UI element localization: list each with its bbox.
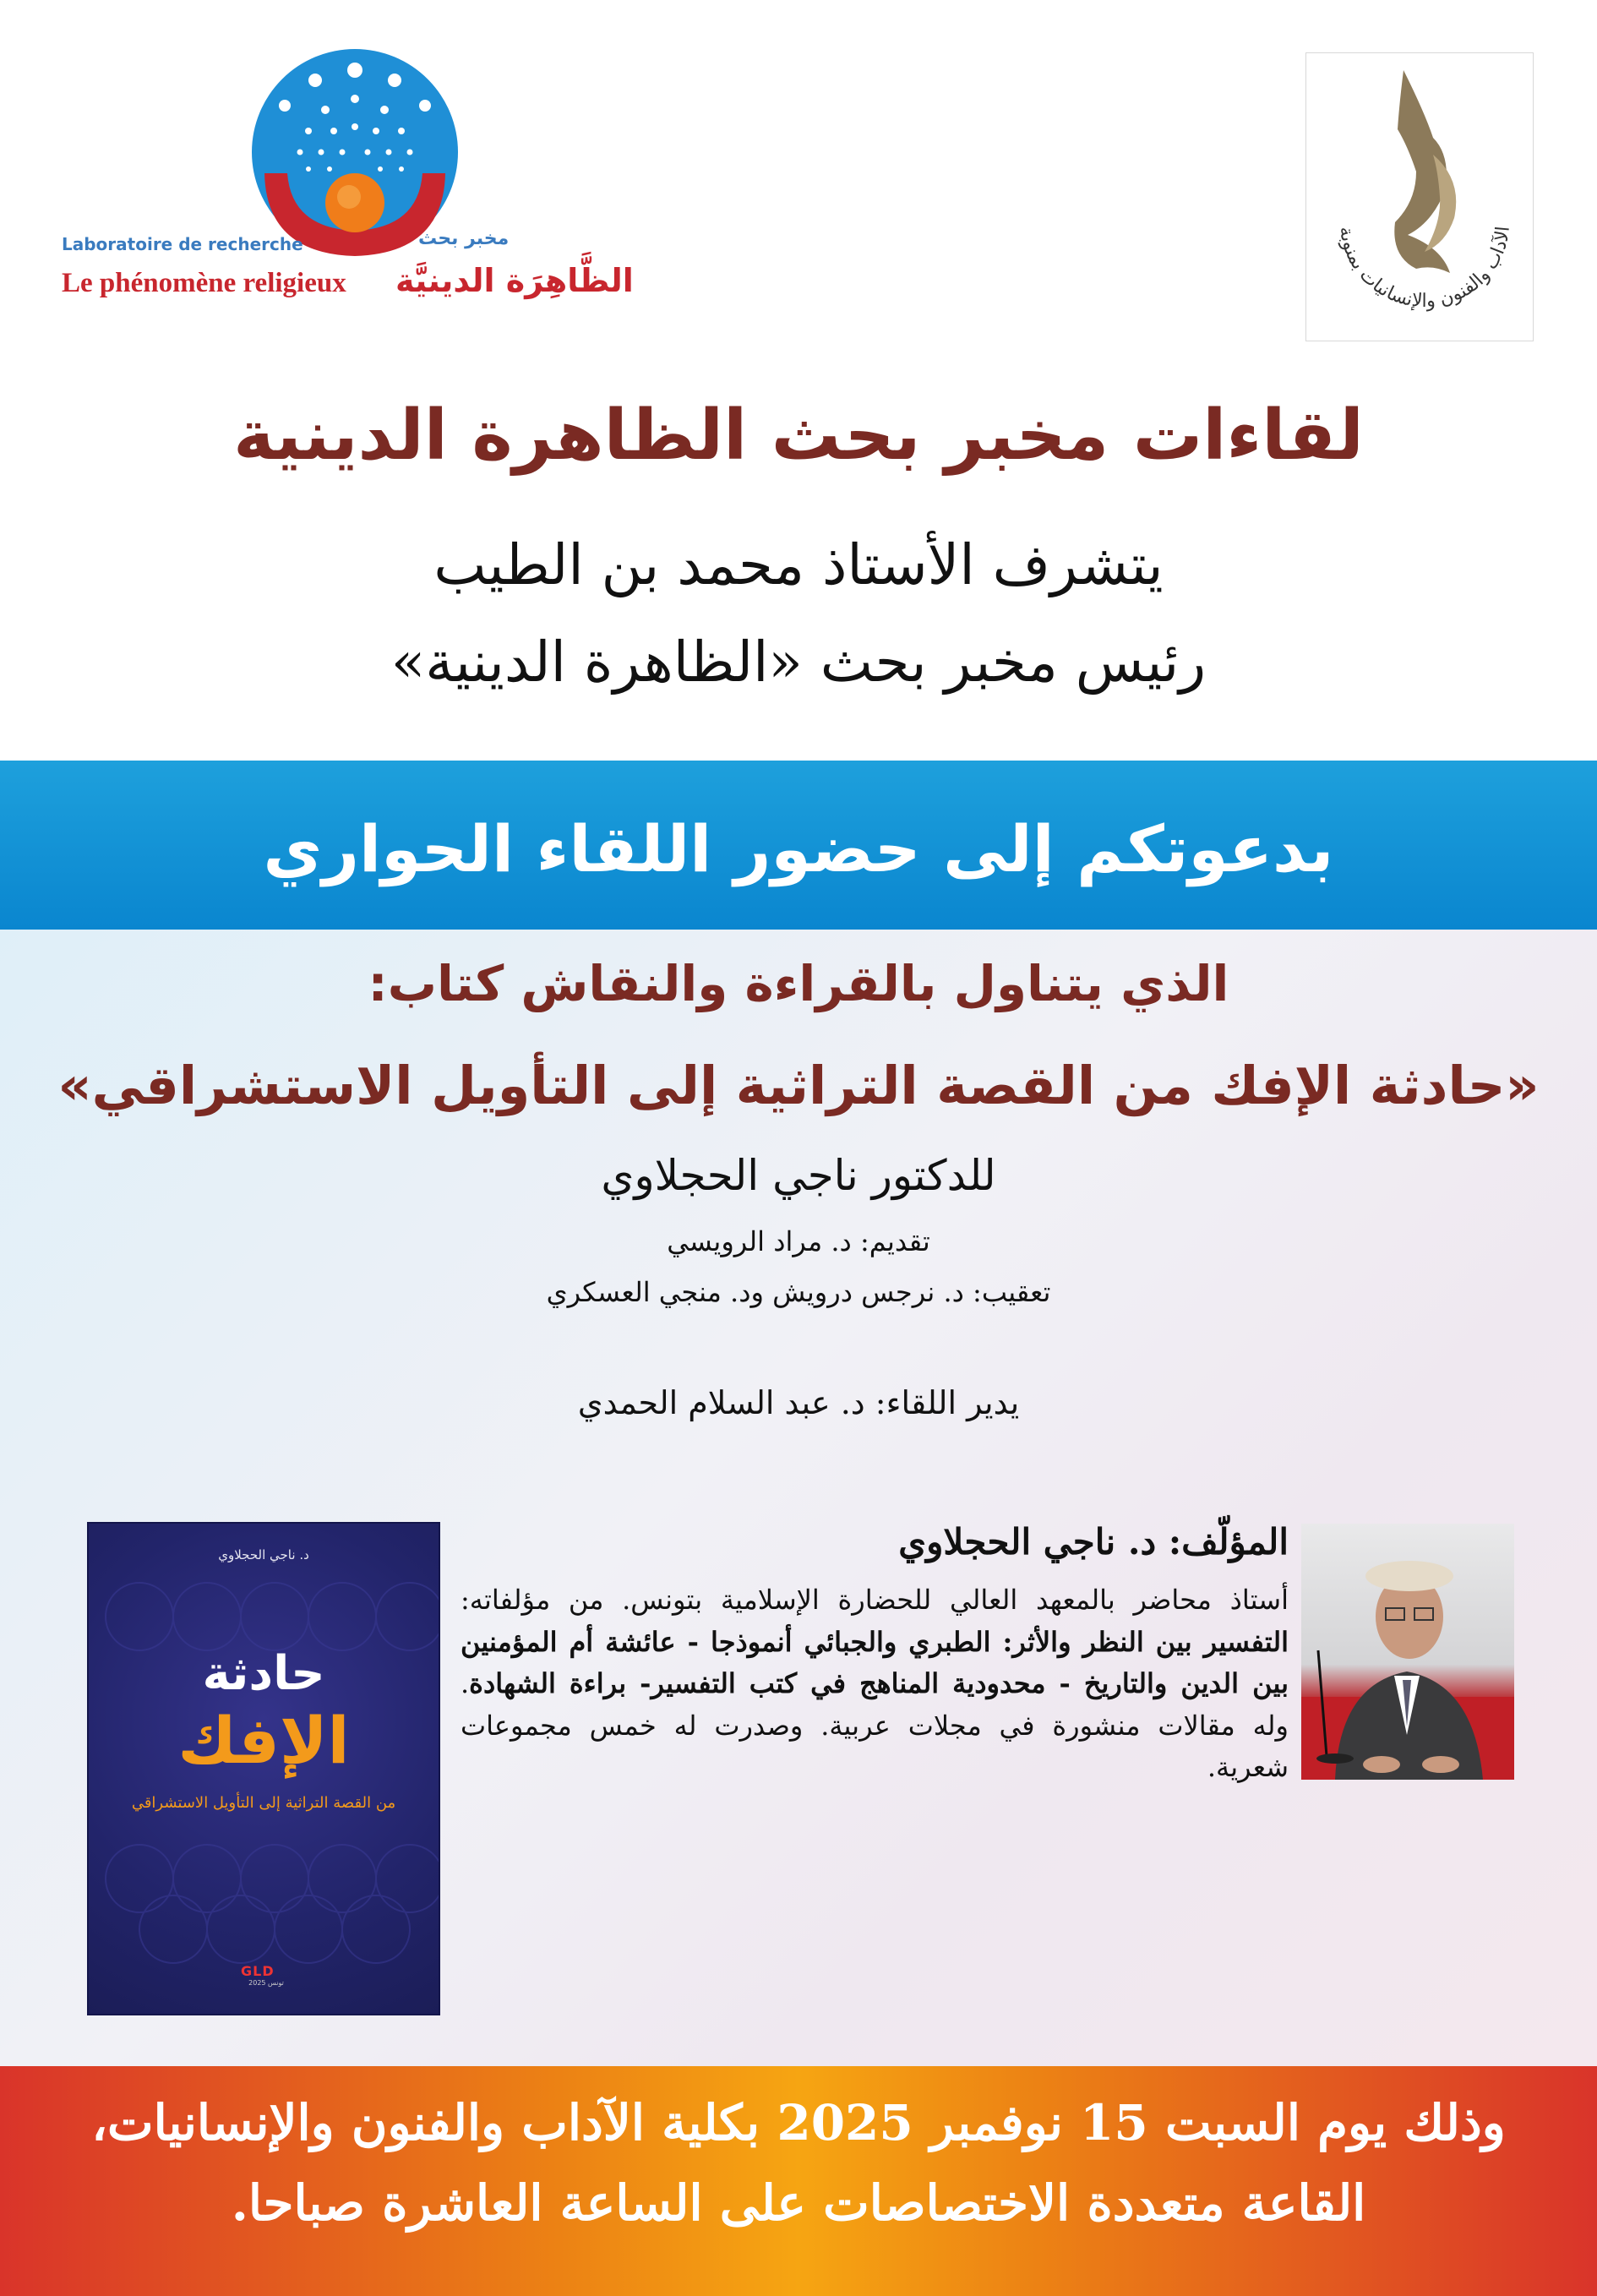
page-title: لقاءات مخبر بحث الظاهرة الدينية: [233, 395, 1364, 476]
bio-works: التفسير بين النظر والأثر: الطبري والجبائي أنموذجا - عائشة أم المؤمنين بين الدين والتاريخ - محدودية المناهج في كتب التفسير- براءة الشهادة: [461, 1625, 1289, 1700]
author-bio: [461, 1521, 1289, 1789]
book-cover-image: [89, 1524, 439, 2014]
bio-text: [461, 1579, 1289, 1789]
presenter-line: تقديم: د. مراد الرويسي: [667, 1225, 930, 1257]
commentators-line: تعقيب: د. نرجس درويش ود. منجي العسكري: [546, 1276, 1051, 1308]
host-line: يتشرف الأستاذ محمد بن الطيب: [433, 532, 1164, 597]
cover-subtitle: من القصة التراثية إلى التأويل الاستشراقي: [131, 1794, 396, 1812]
lab-name-ar: الظَّاهِرَة الدينيَّة: [395, 262, 634, 299]
event-date-line: وذلك يوم السبت 15 نوفمبر 2025 بكلية الآداب والفنون والإنسانيات،: [91, 2094, 1506, 2151]
cover-title-2: الإفك: [177, 1703, 350, 1778]
moderator-line: يدير اللقاء: د. عبد السلام الحمدي: [577, 1384, 1020, 1421]
cover-title-1: حادثة: [202, 1646, 325, 1701]
host-role: رئيس مخبر بحث «الظاهرة الدينية»: [390, 630, 1207, 695]
lab-label-ar-small: مخبر بحث: [418, 228, 510, 249]
bio-intro: أستاذ محاضر بالمعهد العالي للحضارة الإسلامية بتونس. من مؤلفاته:: [461, 1584, 1289, 1616]
publisher-name: GLD: [241, 1963, 275, 1979]
cover-author: د. ناجي الحجلاوي: [218, 1547, 309, 1562]
lab-name-fr: Le phénomène religieux: [62, 268, 346, 298]
event-venue-line: القاعة متعددة الاختصاصات على الساعة العاشرة صباحا.: [231, 2174, 1366, 2232]
author-portrait-icon: [1301, 1524, 1514, 1780]
author-photo: [1301, 1524, 1514, 1780]
faculty-calligraphy: الآداب والفنون والإنسانيات بمنوبة: [1335, 225, 1514, 313]
book-title: «حادثة الإفك من القصة التراثية إلى التأويل الاستشراقي»: [57, 1055, 1540, 1116]
author-line: للدكتور ناجي الحجلاوي: [601, 1151, 996, 1200]
lab-emblem-icon: [249, 46, 461, 258]
faculty-emblem-icon: [1306, 53, 1533, 341]
book-intro: الذي يتناول بالقراءة والنقاش كتاب:: [368, 955, 1229, 1012]
bio-outro: . وله مقالات منشورة في مجلات عربية. وصدرت له خمس مجموعات شعرية.: [461, 1667, 1289, 1784]
publisher-place: تونس 2025: [248, 1979, 284, 1987]
invite-text: بدعوتكم إلى حضور اللقاء الحواري: [263, 811, 1334, 886]
lab-label-fr-small: Laboratoire de recherche: [62, 234, 303, 254]
bio-heading: المؤلّف: د. ناجي الحجلاوي: [898, 1521, 1289, 1562]
publisher-logo: [241, 1963, 292, 1985]
faculty-logo: [1305, 52, 1534, 341]
lab-logo: [59, 46, 651, 317]
